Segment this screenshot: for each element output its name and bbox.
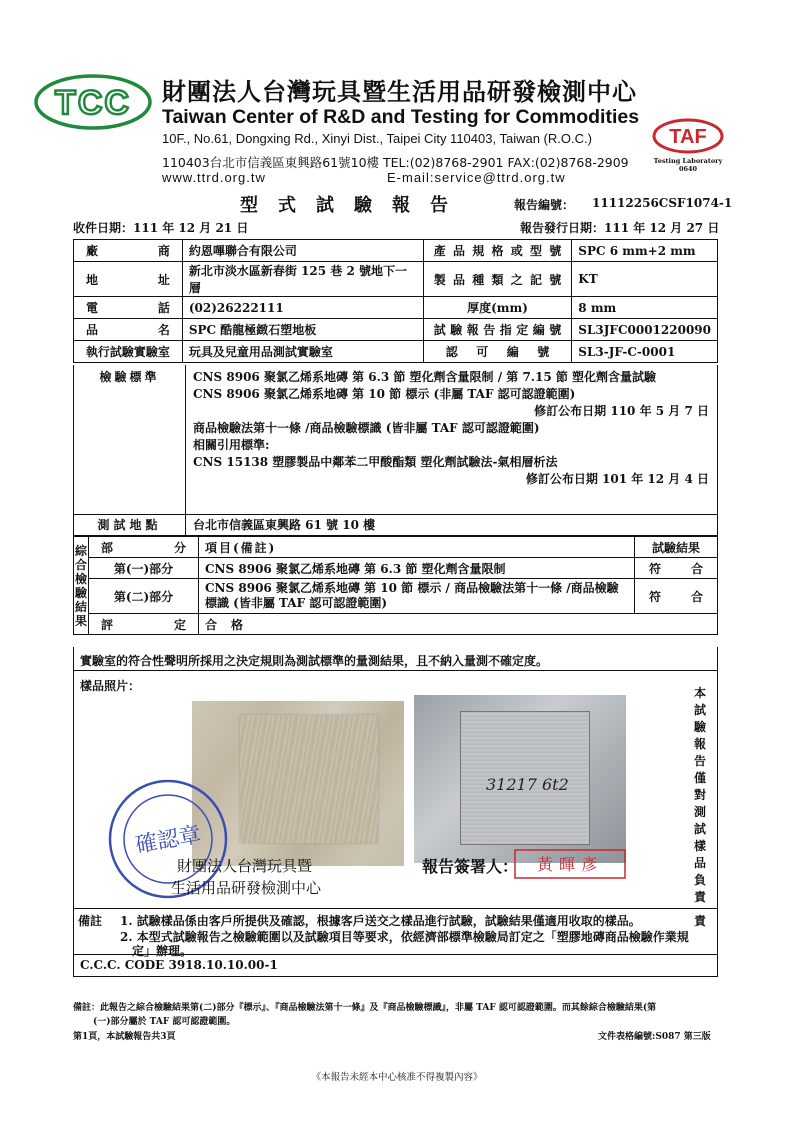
- results-col-item: 項目(備註): [199, 537, 635, 558]
- table-row: [74, 558, 718, 579]
- floor-tile-image: [240, 715, 378, 843]
- results-col-result: 試驗結果: [635, 537, 718, 558]
- part2-label: 第(二)部分: [89, 579, 199, 614]
- sample-photo-back: [414, 695, 626, 863]
- table-row: [74, 579, 718, 614]
- info-table: [73, 239, 718, 363]
- org-name-zh: 財團法人台灣玩具暨生活用品研發檢測中心: [162, 77, 637, 106]
- notes-head: 備註: [78, 914, 103, 928]
- spec-value: SPC 6 mm+2 mm: [572, 240, 718, 262]
- taf-caption-line1: Testing Laboratory: [653, 157, 723, 165]
- report-no-label: 報告編號：: [514, 198, 575, 212]
- standard-line-1: CNS 8906 聚氯乙烯系地磚 第 6.3 節 塑化劑含量限制 / 第 7.15 節 塑化劑含量試驗: [193, 370, 657, 384]
- part2-item: CNS 8906 聚氯乙烯系地磚 第 10 節 標示 / 商品檢驗法第十一條 /商品檢驗標識 (皆非屬 TAF 認可認證範圍): [199, 579, 635, 614]
- standards-section: [73, 365, 718, 515]
- table-row: [74, 614, 718, 635]
- part1-result: 符合: [635, 558, 718, 579]
- signer-name: 黃暉彥: [536, 855, 604, 874]
- standard-line-4: 相關引用標準:: [193, 438, 270, 452]
- taf-caption-line2: 0640: [678, 165, 698, 173]
- part1-label: 第(一)部分: [89, 558, 199, 579]
- report-type-title: 型式試驗報告: [240, 195, 468, 216]
- copy-restriction-note: 《本報告未經本中心核准不得複製內容》: [311, 1072, 483, 1083]
- sample-photo-label: 樣品照片：: [80, 679, 141, 693]
- standard-line-2: CNS 8906 聚氯乙烯系地磚 第 10 節 標示 (非屬 TAF 認可認證範圍): [193, 387, 576, 401]
- taf-caption: [648, 157, 728, 173]
- tcc-logo-text: TCC: [55, 84, 131, 122]
- phone-label: 電話: [74, 297, 183, 319]
- footnote-2: (一)部分屬於 TAF 認可認證範圍。: [93, 1017, 236, 1027]
- table-row: [74, 537, 718, 558]
- issued-date: 報告發行日期：111 年 12 月 27 日: [520, 221, 720, 235]
- org-sign-line2: 生活用品研發檢測中心: [171, 879, 322, 897]
- address-en: 10F., No.61, Dongxing Rd., Xinyi Dist., Taipei City 110403, Taiwan (R.O.C.): [162, 131, 592, 146]
- category-value: KT: [572, 262, 718, 297]
- thickness-value: 8 mm: [572, 297, 718, 319]
- address-label: 地址: [74, 262, 183, 297]
- verdict-value: 合格: [199, 614, 718, 635]
- sample-handwritten-mark: 31217 6t2: [486, 775, 569, 794]
- table-row: [74, 341, 718, 363]
- website: www.ttrd.org.tw: [162, 170, 266, 185]
- ccc-code: C.C.C. CODE 3918.10.10.00-1: [73, 955, 718, 977]
- results-col-part: 部分: [89, 537, 199, 558]
- table-row: [74, 319, 718, 341]
- side-disclaimer: 本試驗報告僅對測試樣品負責: [693, 686, 706, 904]
- org-name-en: Taiwan Center of R&D and Testing for Commodities: [162, 106, 640, 128]
- signer-seal: [514, 849, 626, 879]
- report-no: 11112256CSF1074-1: [592, 196, 733, 210]
- standard-line-3: 商品檢驗法第十一條 /商品檢驗標識 (皆非屬 TAF 認可認證範圍): [193, 421, 540, 435]
- form-number: 文件表格編號:S087 第三版: [598, 1032, 711, 1042]
- standard-revision-2: 修訂公布日期 101 年 12 月 4 日: [525, 472, 709, 486]
- designated-no-value: SL3JFC0001220090: [572, 319, 718, 341]
- results-table: [73, 536, 718, 635]
- note-1: 1. 試驗樣品係由客戶所提供及確認，根據客戶送交之樣品進行試驗，試驗結果僅適用收取的樣品。: [120, 914, 641, 928]
- test-location-row: [73, 515, 718, 536]
- taf-logo-text: TAF: [669, 126, 707, 148]
- received-date: 收件日期：111 年 12 月 21 日: [73, 221, 249, 235]
- phone-value: (02)26222111: [182, 297, 423, 319]
- part2-result: 符合: [635, 579, 718, 614]
- product-label: 品名: [74, 319, 183, 341]
- approval-label: 認可編號: [423, 341, 572, 363]
- lab-value: 玩具及兒童用品測試實驗室: [182, 341, 423, 363]
- org-sign-line1: 財團法人台灣玩具暨: [177, 857, 313, 875]
- sample-photo-section: [73, 671, 718, 909]
- thickness-label: 厚度(mm): [423, 297, 572, 319]
- address-zh: 110403台北市信義區東興路61號10樓 TEL:(02)8768-2901 FAX:(02)8768-2909: [162, 155, 629, 170]
- category-label: 製品種類之記號: [423, 262, 572, 297]
- test-location-value: 台北市信義區東興路 61 號 10 樓: [193, 518, 376, 532]
- standards-label: 檢驗標準: [74, 365, 186, 515]
- manufacturer-value: 約恩嗶聯合有限公司: [182, 240, 423, 262]
- spec-label: 產品規格或型號: [423, 240, 572, 262]
- tcc-logo: [34, 74, 152, 130]
- manufacturer-label: 廠商: [74, 240, 183, 262]
- signer-label: 報告簽署人：: [422, 857, 519, 876]
- email: E-mail:service@ttrd.org.tw: [387, 170, 566, 185]
- notes-section: [73, 909, 718, 958]
- lab-label: 執行試驗實驗室: [74, 341, 183, 363]
- table-row: [74, 262, 718, 297]
- test-location-label: 測試地點: [74, 515, 186, 535]
- results-side-label: 綜合檢驗結果: [74, 537, 89, 635]
- verdict-label: 評定: [89, 614, 199, 635]
- page-info: 第1頁，本試驗報告共3頁: [73, 1032, 176, 1042]
- table-row: [74, 297, 718, 319]
- standard-revision-1: 修訂公布日期 110 年 5 月 7 日: [534, 404, 709, 418]
- note-2: 2. 本型式試驗報告之檢驗範圍以及試驗項目等要求，依經濟部標準檢驗局訂定之「塑膠地磚商品檢驗作業規: [120, 930, 689, 944]
- address-value: 新北市淡水區新春街 125 巷 2 號地下一層: [182, 262, 423, 297]
- designated-no-label: 試驗報告指定編號: [423, 319, 572, 341]
- notes-side-char: 責: [694, 914, 707, 928]
- lab-statement: 實驗室的符合性聲明所採用之決定規則為測試標準的量測結果，且不納入量測不確定度。: [73, 647, 718, 671]
- table-row: [74, 240, 718, 262]
- footnote-1: 備註：此報告之綜合檢驗結果第(二)部分『標示』、『商品檢驗法第十一條』及『商品檢驗標識』，非屬 TAF 認可認證範圍。而其餘綜合檢驗結果(第: [73, 1003, 657, 1013]
- part1-item: CNS 8906 聚氯乙烯系地磚 第 6.3 節 塑化劑含量限制: [199, 558, 635, 579]
- standard-line-5: CNS 15138 塑膠製品中鄰苯二甲酸酯類 塑化劑試驗法-氣相層析法: [193, 455, 558, 469]
- approval-value: SL3-JF-C-0001: [572, 341, 718, 363]
- note-2-cont: 定」辦理。: [132, 944, 193, 958]
- taf-logo: [652, 118, 724, 154]
- product-value: SPC 酷龍極緻石塑地板: [182, 319, 423, 341]
- seal-text: 確認章: [133, 822, 203, 859]
